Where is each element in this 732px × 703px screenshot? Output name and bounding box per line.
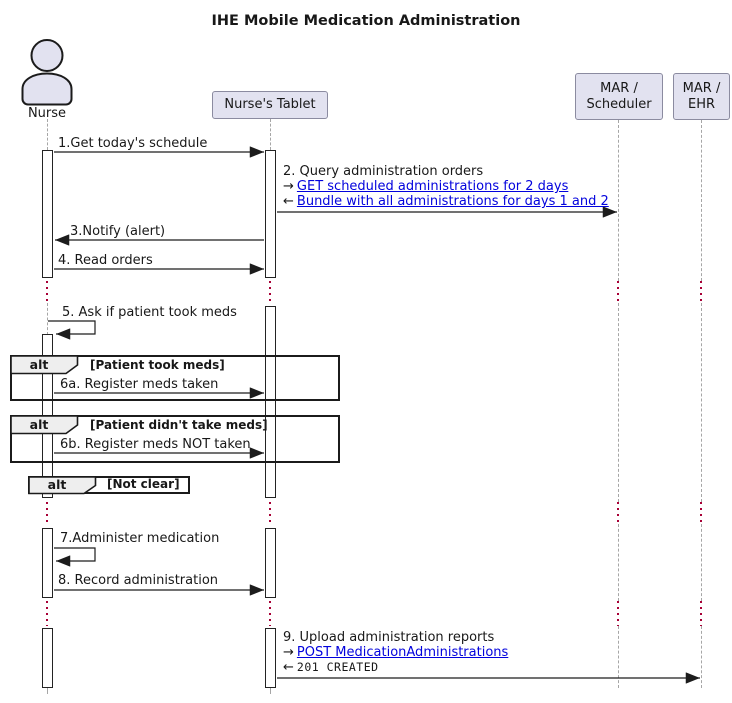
participant-mar-ehr-label [683, 81, 721, 113]
message-9-request [283, 645, 508, 660]
lifeline-segment [270, 119, 271, 150]
bundle-administrations-link[interactable]: Bundle with all administrations for days 1 and 2 [296, 194, 609, 209]
delay-segment [700, 502, 702, 524]
page-title: IHE Mobile Medication Administration [211, 13, 521, 29]
lifeline-segment [47, 303, 48, 335]
delay-segment [700, 601, 702, 626]
lifeline-segment [701, 524, 702, 601]
activation-bar [265, 150, 276, 278]
message-2-request [283, 179, 609, 194]
nurse-actor-icon [17, 38, 77, 106]
message-2-title: 2. Query administration orders [283, 164, 484, 179]
lifeline-segment [701, 626, 702, 688]
message-6b-label: 6b. Register meds NOT taken [60, 437, 251, 452]
message-2-label [283, 164, 609, 209]
alt-guard-condition: [Patient took meds] [90, 358, 225, 372]
message-5-label: 5. Ask if patient took meds [62, 305, 237, 320]
request-arrow-glyph: → [283, 179, 294, 194]
participant-mar-scheduler [575, 73, 663, 120]
activation-bar [265, 528, 276, 598]
arrow-msg5-self [48, 321, 95, 334]
delay-segment [617, 502, 619, 524]
arrow-msg7-self [54, 548, 95, 561]
alt-guard-condition: [Patient didn't take meds] [90, 418, 268, 432]
alt-operator-label: alt [29, 417, 49, 432]
message-8-label: 8. Record administration [58, 573, 219, 588]
request-arrow-glyph: → [283, 645, 294, 660]
lifeline-segment [618, 524, 619, 601]
lifeline-segment [47, 688, 48, 694]
participant-nurses-tablet-label: Nurse's Tablet [224, 97, 316, 112]
post-medication-administrations-link[interactable]: POST MedicationAdministrations [296, 645, 509, 660]
lifeline-segment [47, 119, 48, 150]
label-line-2: EHR [687, 96, 716, 112]
message-3-label: 3.Notify (alert) [70, 224, 166, 239]
activation-bar [42, 628, 53, 688]
activation-bar [42, 528, 53, 598]
participant-nurse-label: Nurse [27, 106, 67, 121]
participant-mar-scheduler-label [586, 81, 651, 113]
participant-nurses-tablet [212, 91, 328, 119]
message-2-response [283, 194, 609, 209]
message-9-response [283, 660, 508, 675]
lifeline-segment [618, 120, 619, 281]
message-9-label [283, 630, 508, 675]
activation-bar [265, 628, 276, 688]
delay-segment [700, 281, 702, 303]
participant-mar-ehr [673, 73, 730, 120]
get-scheduled-administrations-link[interactable]: GET scheduled administrations for 2 days [296, 179, 569, 194]
lifeline-segment [618, 626, 619, 688]
message-9-title: 9. Upload administration reports [283, 630, 495, 645]
delay-segment [269, 502, 271, 524]
lifeline-segment [701, 120, 702, 281]
label-line-2: Scheduler [586, 96, 652, 112]
delay-segment [269, 281, 271, 303]
delay-segment [617, 281, 619, 303]
alt-guard-condition: [Not clear] [107, 477, 180, 491]
message-1-label: 1.Get today's schedule [58, 136, 208, 151]
delay-segment [46, 502, 48, 524]
message-4-label: 4. Read orders [58, 253, 153, 268]
alt-operator-label: alt [47, 477, 67, 492]
message-6a-label: 6a. Register meds taken [60, 377, 219, 392]
response-arrow-glyph: ← [283, 194, 294, 209]
delay-segment [46, 601, 48, 626]
status-code-201-created: 201 CREATED [296, 660, 379, 674]
delay-segment [269, 601, 271, 626]
response-arrow-glyph: ← [283, 660, 294, 675]
lifeline-segment [270, 688, 271, 694]
delay-segment [46, 281, 48, 303]
label-line-1: MAR / [600, 80, 638, 96]
lifeline-segment [701, 303, 702, 502]
lifeline-segment [618, 303, 619, 502]
delay-segment [617, 601, 619, 626]
alt-operator-label: alt [29, 357, 49, 372]
label-line-1: MAR / [682, 80, 721, 96]
activation-bar [42, 150, 53, 278]
message-7-label: 7.Administer medication [60, 531, 220, 546]
activation-bar [265, 306, 276, 498]
